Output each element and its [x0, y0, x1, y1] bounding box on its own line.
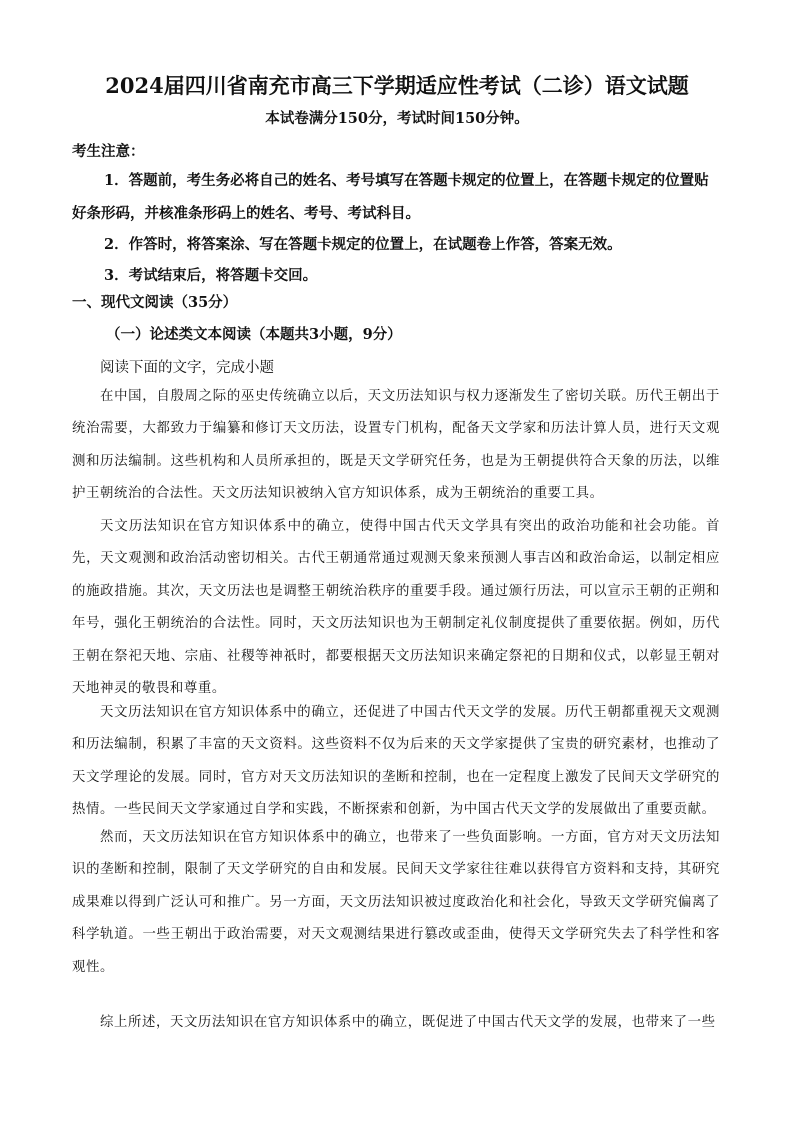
notice-heading: 考生注意：: [72, 143, 145, 160]
passage-paragraph: 在中国，自殷周之际的巫史传统确立以后，天文历法知识与权力逐渐发生了密切关联。历代王朝出于统治需要，大都致力于编纂和修订天文历法，设置专门机构，配备天文学家和历法计算人员，进行天文观测和历法编制。这些机构和人员所承担的，既是天文学研究任务，也是为王朝提供符合天象的历法，以维护王朝统治的合法性。天文历法知识被纳入官方知识体系，成为王朝统治的重要工具。: [72, 389, 720, 502]
exam-info: 本试卷满分150分，考试时间150分钟。: [265, 110, 529, 127]
section-heading: 一、现代文阅读（35分）: [72, 294, 238, 311]
notice-item-2: 2．作答时，将答案涂、写在答题卡规定的位置上，在试题卷上作答，答案无效。: [104, 236, 622, 253]
passage-paragraph: 天文历法知识在官方知识体系中的确立，还促进了中国古代天文学的发展。历代王朝都重视天文观测和历法编制，积累了丰富的天文资料。这些资料不仅为后来的天文学家提供了宝贵的研究素材，也推动了天文学理论的发展。同时，官方对天文历法知识的垄断和控制，也在一定程度上激发了民间天文学研究的热情。一些民间天文学家通过自学和实践，不断探索和创新，为中国古代天文学的发展做出了重要贡献。: [72, 705, 720, 818]
passage-paragraph: 综上所述，天文历法知识在官方知识体系中的确立，既促进了中国古代天文学的发展，也带来了一些: [100, 1015, 716, 1030]
reading-instruction: 阅读下面的文字，完成小题: [100, 360, 274, 376]
passage-paragraph: 然而，天文历法知识在官方知识体系中的确立，也带来了一些负面影响。一方面，官方对天文历法知识的垄断和控制，限制了天文学研究的自由和发展。民间天文学家往往难以获得官方资料和支持，其研究成果难以得到广泛认可和推广。另一方面，天文历法知识被过度政治化和社会化，导致天文学研究偏离了科学轨道。一些王朝出于政治需要，对天文观测结果进行篡改或歪曲，使得天文学研究失去了科学性和客观性。: [72, 830, 720, 975]
passage-paragraph: 天文历法知识在官方知识体系中的确立，使得中国古代天文学具有突出的政治功能和社会功能。首先，天文观测和政治活动密切相关。古代王朝通常通过观测天象来预测人事吉凶和政治命运，以制定相应的施政措施。其次，天文历法也是调整王朝统治秩序的重要手段。通过颁行历法，可以宣示王朝的正朔和年号，强化王朝统治的合法性。同时，天文历法知识也为王朝制定礼仪制度提供了重要依据。例如，历代王朝在祭祀天地、宗庙、社稷等神祇时，都要根据天文历法知识来确定祭祀的日期和仪式，以彰显王朝对天地神灵的敬畏和尊重。: [72, 519, 720, 697]
subsection-heading: （一）论述类文本阅读（本题共3小题，9分）: [106, 326, 402, 343]
notice-item-3: 3．考试结束后，将答题卡交回。: [104, 267, 318, 284]
notice-item-1: 1．答题前，考生务必将自己的姓名、考号填写在答题卡规定的位置上，在答题卡规定的位置贴好条形码，并核准条形码上的姓名、考号、考试科目。: [72, 172, 709, 222]
document-title: 2024届四川省南充市高三下学期适应性考试（二诊）语文试题: [105, 73, 689, 98]
